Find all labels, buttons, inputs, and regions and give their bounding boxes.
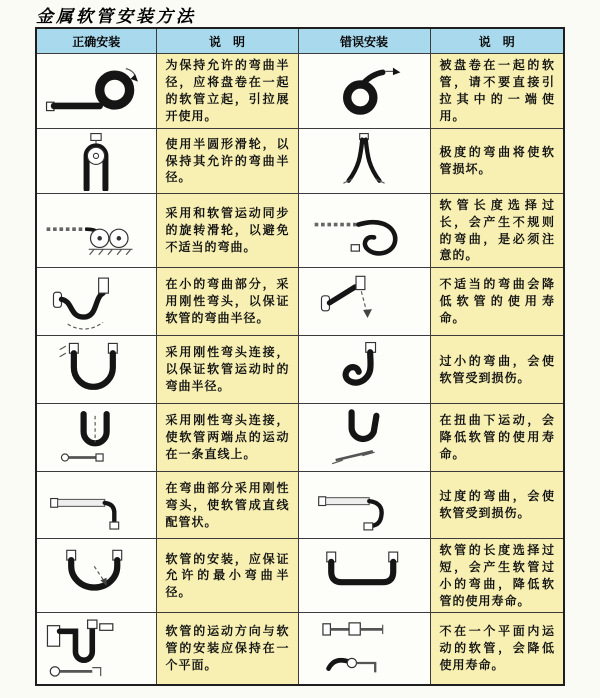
correct-description-text: 采用和软管运动同步的旋转滑轮，以避免不适当的弯曲。	[165, 206, 290, 254]
wrong-image-cell	[298, 194, 430, 268]
wrong-description-cell	[430, 54, 564, 129]
correct-image-cell	[36, 472, 156, 539]
wrong-image-cell	[298, 539, 430, 613]
table-row	[36, 336, 564, 404]
correct-description-text: 在弯曲部分采用刚性弯头，使软管成直线配管状。	[165, 480, 290, 529]
wrong-description-text: 过度的弯曲，会使软管受到损伤。	[439, 489, 555, 521]
correct-image-cell	[36, 268, 156, 336]
correct-description-text: 软管的安装，应保证允许的最小弯曲半径。	[165, 551, 290, 600]
hose-over-pulley-illustration	[40, 131, 152, 191]
correct-description-cell	[156, 472, 298, 539]
header-wrong-description: 说 明	[430, 28, 564, 54]
hose-too-long-loop-illustration	[308, 199, 420, 263]
wrong-description-cell	[430, 404, 564, 472]
correct-image-cell	[36, 54, 156, 129]
header-correct-install: 正确安装	[36, 28, 156, 54]
table-row	[36, 613, 564, 685]
wrong-image-cell	[298, 404, 430, 472]
wrong-description-text: 极度的弯曲将使软管损坏。	[439, 145, 555, 176]
wrong-image-cell	[298, 268, 430, 336]
hose-too-short-illustration	[308, 545, 420, 607]
hose-twisted-motion-illustration	[308, 407, 420, 469]
hose-sync-rollers-illustration	[40, 199, 152, 263]
wrong-image-cell	[298, 129, 430, 194]
table-row	[36, 404, 564, 472]
wrong-description-cell	[430, 336, 564, 404]
wrong-description-text: 过小的弯曲，会使软管受到损伤。	[439, 353, 555, 385]
correct-description-text: 采用刚性弯头连接，以保证软管运动时的弯曲半径。	[165, 345, 290, 394]
hose-coil-unrolled-illustration	[40, 58, 152, 124]
page-title: 金属软管安装方法	[36, 7, 196, 26]
wrong-description-text: 不适当的弯曲会降低软管的使用寿命。	[439, 277, 555, 326]
table-row	[36, 129, 564, 194]
hose-u-rigid-elbow-illustration	[40, 339, 152, 401]
correct-description-cell	[156, 539, 298, 613]
correct-description-cell	[156, 336, 298, 404]
header-wrong-install: 错误安装	[298, 28, 430, 54]
wrong-image-cell	[298, 336, 430, 404]
hose-u-inline-motion-illustration	[40, 407, 152, 469]
wrong-description-text: 在扭曲下运动，会降低软管的使用寿命。	[439, 413, 555, 462]
wrong-description-cell	[430, 539, 564, 613]
wrong-description-text: 被盘卷在一起的软管，请不要直接引拉其中的一端使用。	[439, 58, 555, 123]
correct-description-text: 为保持允许的弯曲半径，应将盘卷在一起的软管立起，引拉展开使用。	[165, 58, 290, 123]
hose-multi-plane-motion-illustration	[308, 616, 420, 682]
wrong-description-text: 软管的长度选择过短，会产生软管过小的弯曲，降低软管的使用寿命。	[439, 543, 555, 608]
wrong-description-cell	[430, 194, 564, 268]
correct-image-cell	[36, 129, 156, 194]
table-row	[36, 268, 564, 336]
hose-extreme-bend-illustration	[308, 131, 420, 191]
correct-description-text: 软管的运动方向与软管的安装应保持在一个平面。	[165, 624, 290, 673]
hose-rigid-elbow-small-bend-illustration	[40, 271, 152, 333]
correct-description-text: 在小的弯曲部分，采用刚性弯头，以保证软管的弯曲半径。	[165, 277, 290, 326]
correct-image-cell	[36, 613, 156, 685]
hose-coil-end-pulled-illustration	[308, 58, 420, 124]
wrong-description-cell	[430, 129, 564, 194]
hose-bend-too-small-illustration	[308, 339, 420, 401]
correct-description-cell	[156, 194, 298, 268]
wrong-description-text: 不在一个平面内运动的软管，会降低使用寿命。	[439, 624, 555, 673]
correct-description-cell	[156, 129, 298, 194]
hose-min-bend-radius-illustration	[40, 545, 152, 607]
table-row	[36, 54, 564, 129]
correct-description-text: 使用半圆形滑轮，以保持其允许的弯曲半径。	[165, 136, 290, 185]
hose-single-plane-motion-illustration	[40, 616, 152, 682]
wrong-description-cell	[430, 472, 564, 539]
correct-image-cell	[36, 336, 156, 404]
installation-methods-table	[35, 27, 565, 686]
table-row	[36, 194, 564, 268]
wrong-description-cell	[430, 613, 564, 685]
wrong-description-text: 软管长度选择过长，会产生不规则的弯曲，是必须注意的。	[439, 198, 555, 263]
table-row	[36, 539, 564, 613]
table-row	[36, 472, 564, 539]
hose-straight-with-elbow-illustration	[40, 475, 152, 536]
wrong-image-cell	[298, 613, 430, 685]
hose-improper-bend-illustration	[308, 271, 420, 333]
correct-description-cell	[156, 54, 298, 129]
correct-description-text: 采用刚性弯头连接，使软管两端点的运动在一条直线上。	[165, 413, 290, 462]
wrong-image-cell	[298, 54, 430, 129]
header-row	[36, 28, 564, 54]
header-correct-description: 说 明	[156, 28, 298, 54]
hose-excessive-bend-illustration	[308, 475, 420, 536]
wrong-image-cell	[298, 472, 430, 539]
correct-description-cell	[156, 404, 298, 472]
correct-description-cell	[156, 268, 298, 336]
correct-image-cell	[36, 404, 156, 472]
correct-image-cell	[36, 194, 156, 268]
wrong-description-cell	[430, 268, 564, 336]
correct-image-cell	[36, 539, 156, 613]
correct-description-cell	[156, 613, 298, 685]
